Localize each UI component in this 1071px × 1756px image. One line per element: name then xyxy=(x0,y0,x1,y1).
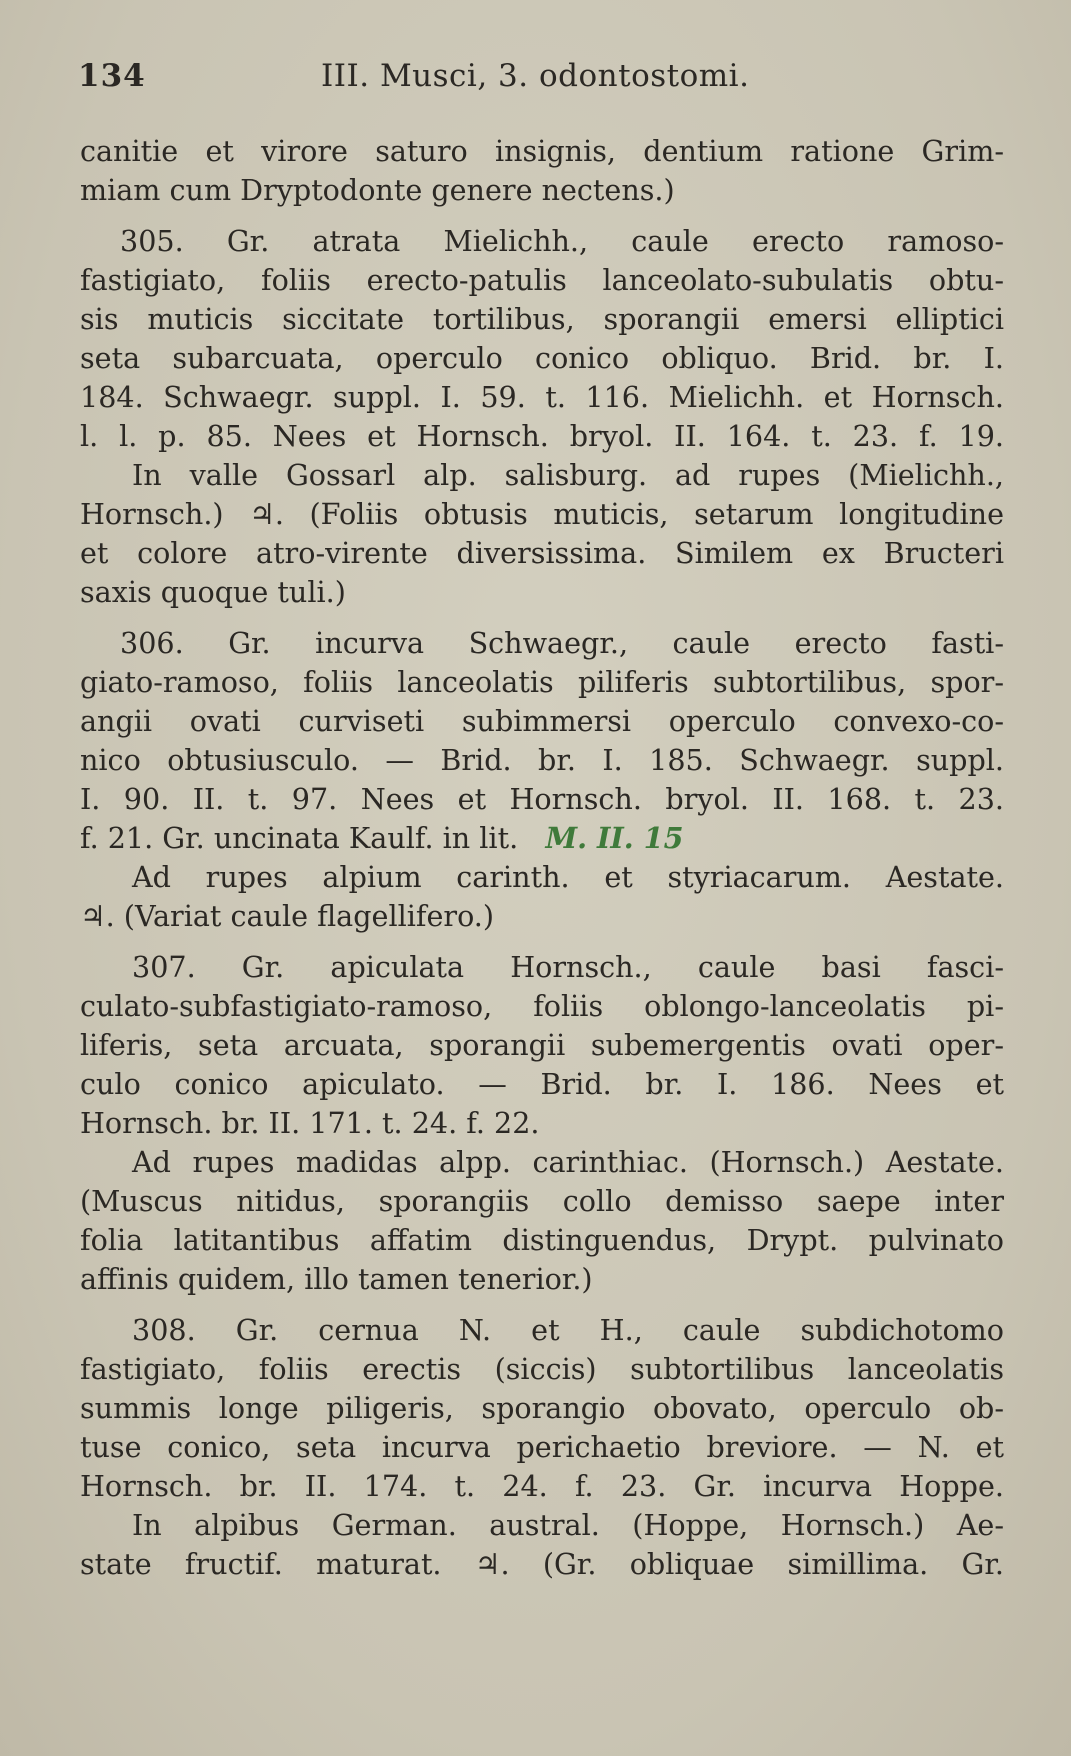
text-line: fastigiato, foliis erecto-patulis lanceolato-subulatis obtu- xyxy=(80,263,1004,297)
species-entry-306: 306. Gr. incurva Schwaegr., caule erecto fasti- xyxy=(120,626,1004,660)
handwritten-annotation: M. II. 15 xyxy=(545,821,684,855)
text-line: et colore atro-virente diversissima. Similem ex Bructeri xyxy=(80,536,1004,570)
text-line: Hornsch. br. II. 174. t. 24. f. 23. Gr. incurva Hoppe. xyxy=(80,1469,1004,1503)
text-line: nico obtusiusculo. — Brid. br. I. 185. Schwaegr. suppl. xyxy=(80,743,1004,777)
text-line: In alpibus German. austral. (Hoppe, Hornsch.) Ae- xyxy=(132,1508,1004,1542)
species-entry-307: 307. Gr. apiculata Hornsch., caule basi fasci- xyxy=(132,950,1004,984)
text-line: fastigiato, foliis erectis (siccis) subtortilibus lanceolatis xyxy=(80,1352,1004,1386)
text-line-with-annotation xyxy=(80,819,1004,858)
text-line: summis longe piligeris, sporangio obovato, operculo ob- xyxy=(80,1391,1004,1425)
text-line: angii ovati curviseti subimmersi operculo convexo-co- xyxy=(80,704,1004,738)
text-line: liferis, seta arcuata, sporangii subemergentis ovati oper- xyxy=(80,1028,1004,1062)
text-line: In valle Gossarl alp. salisburg. ad rupes (Mielichh., xyxy=(132,458,1004,492)
text-line: giato-ramoso, foliis lanceolatis piliferis subtortilibus, spor- xyxy=(80,665,1004,699)
page-number: 134 xyxy=(78,58,146,94)
text-line: tuse conico, seta incurva perichaetio breviore. — N. et xyxy=(80,1430,1004,1464)
text-line: ♃. (Variat caule flagellifero.) xyxy=(80,899,495,933)
species-entry-308: 308. Gr. cernua N. et H., caule subdichotomo xyxy=(132,1313,1004,1347)
text-line: folia latitantibus affatim distinguendus, Drypt. pulvinato xyxy=(80,1223,1004,1257)
text-line: state fructif. maturat. ♃. (Gr. obliquae simillima. Gr. xyxy=(80,1547,1004,1581)
text-body xyxy=(80,132,1004,1584)
running-head: III. Musci, 3. odontostomi. xyxy=(321,58,750,94)
text-line: sis muticis siccitate tortilibus, sporangii emersi elliptici xyxy=(80,302,1004,336)
text-line: Ad rupes alpium carinth. et styriacarum. Aestate. xyxy=(132,860,1004,894)
text-line: 184. Schwaegr. suppl. I. 59. t. 116. Mielichh. et Hornsch. xyxy=(80,380,1004,414)
text-line: l. l. p. 85. Nees et Hornsch. bryol. II. 164. t. 23. f. 19. xyxy=(80,419,1004,453)
text-line: f. 21. Gr. uncinata Kaulf. in lit. xyxy=(80,821,519,855)
text-line: saxis quoque tuli.) xyxy=(80,575,346,609)
text-line: affinis quidem, illo tamen tenerior.) xyxy=(80,1262,593,1296)
text-line: miam cum Dryptodonte genere nectens.) xyxy=(80,173,675,207)
text-line: Hornsch. br. II. 171. t. 24. f. 22. xyxy=(80,1106,540,1140)
page-header xyxy=(78,58,1008,104)
text-line: I. 90. II. t. 97. Nees et Hornsch. bryol. II. 168. t. 23. xyxy=(80,782,1004,816)
text-line: Ad rupes madidas alpp. carinthiac. (Hornsch.) Aestate. xyxy=(132,1145,1004,1179)
text-line: seta subarcuata, operculo conico obliquo. Brid. br. I. xyxy=(80,341,1004,375)
text-line: Hornsch.) ♃. (Foliis obtusis muticis, setarum longitudine xyxy=(80,497,1004,531)
text-line: (Muscus nitidus, sporangiis collo demisso saepe inter xyxy=(80,1184,1004,1218)
text-line: culato-subfastigiato-ramoso, foliis oblongo-lanceolatis pi- xyxy=(80,989,1004,1023)
text-line: culo conico apiculato. — Brid. br. I. 186. Nees et xyxy=(80,1067,1004,1101)
text-line: canitie et virore saturo insignis, dentium ratione Grim- xyxy=(80,134,1004,168)
species-entry-305: 305. Gr. atrata Mielichh., caule erecto ramoso- xyxy=(120,224,1004,258)
